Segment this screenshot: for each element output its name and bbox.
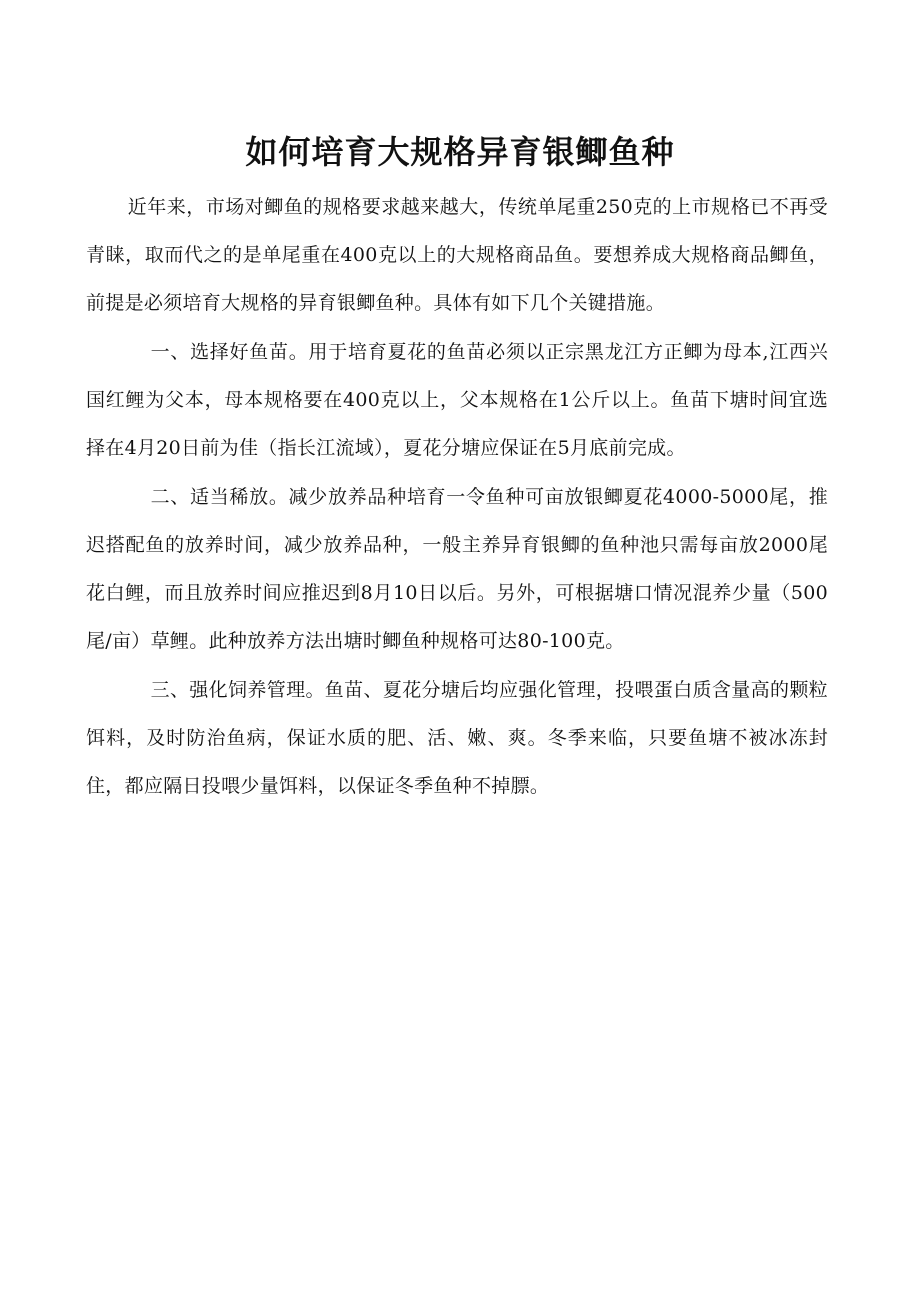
document-body	[86, 183, 828, 810]
document-title: 如何培育大规格异育银鲫鱼种	[245, 133, 675, 171]
paragraph-intro: 近年来，市场对鲫鱼的规格要求越来越大，传统单尾重250克的上市规格已不再受青睐，取而代之的是单尾重在400克以上的大规格商品鱼。要想养成大规格商品鲫鱼，前提是必须培育大规格的异育银鲫鱼种。具体有如下几个关键措施。	[86, 196, 828, 314]
paragraph-select-fry: 一、选择好鱼苗。用于培育夏花的鱼苗必须以正宗黑龙江方正鲫为母本,江西兴国红鲤为父本，母本规格要在400克以上，父本规格在1公斤以上。鱼苗下塘时间宜选择在4月20日前为佳（指长江流域），夏花分塘应保证在5月底前完成。	[86, 341, 828, 459]
paragraph-feeding-management: 三、强化饲养管理。鱼苗、夏花分塘后均应强化管理，投喂蛋白质含量高的颗粒饵料，及时防治鱼病，保证水质的肥、活、嫩、爽。冬季来临，只要鱼塘不被冰冻封住，都应隔日投喂少量饵料，以保证冬季鱼种不掉膘。	[86, 679, 828, 797]
paragraph-sparse-stocking: 二、适当稀放。减少放养品种培育一令鱼种可亩放银鲫夏花4000-5000尾，推迟搭配鱼的放养时间，减少放养品种，一般主养异育银鲫的鱼种池只需每亩放2000尾花白鲤，而且放养时间应推迟到8月10日以后。另外，可根据塘口情况混养少量（500尾/亩）草鲤。此种放养方法出塘时鲫鱼种规格可达80-100克。	[86, 486, 828, 652]
